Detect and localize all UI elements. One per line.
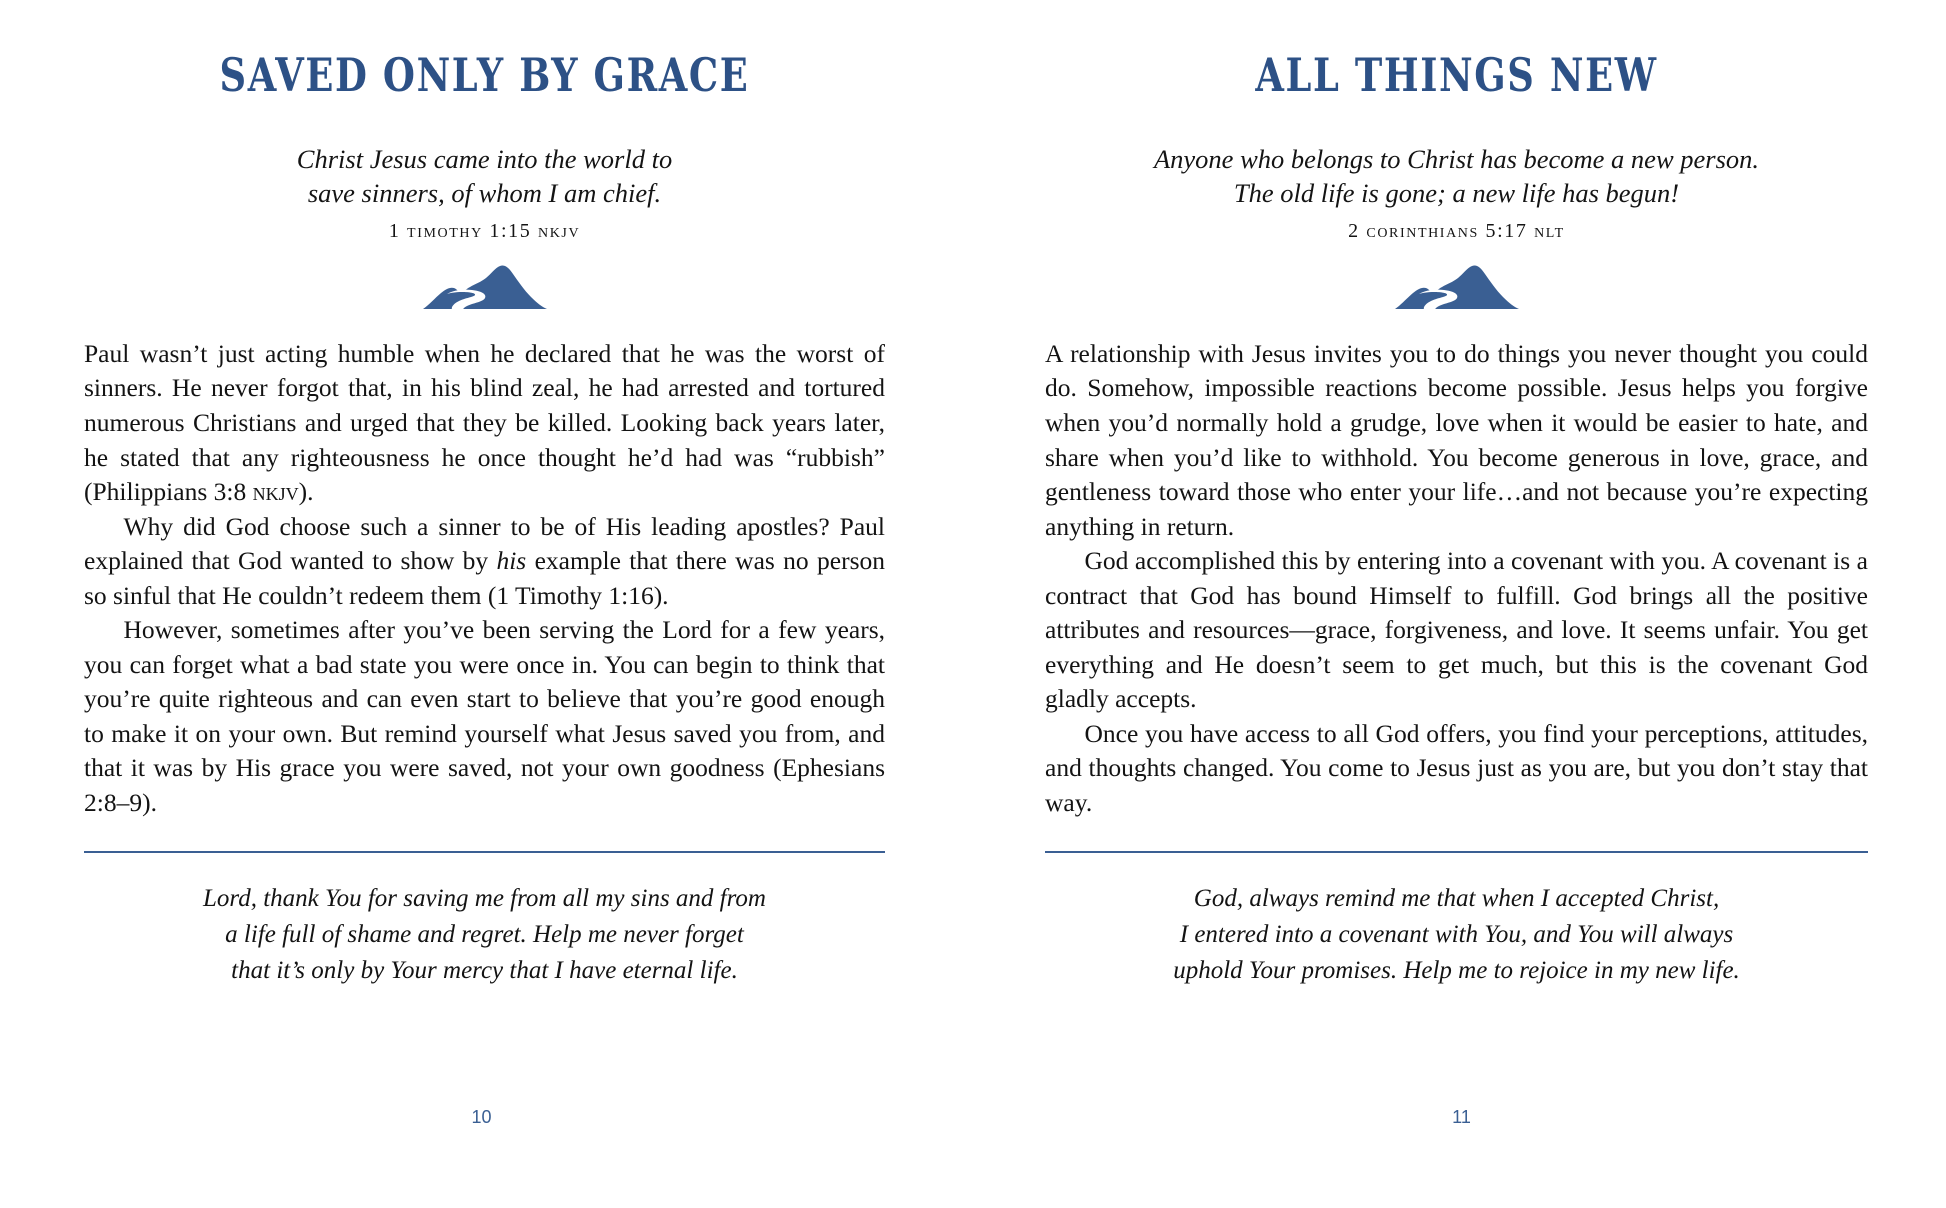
prayer-line-1: Lord, thank You for saving me from all my sins and from: [202, 884, 766, 912]
prayer-divider: [1045, 851, 1868, 853]
body-paragraph-1: A relationship with Jesus invites you to do things you never thought you could do. Somehow, impossible reactions become possible. Jesus helps you forgive when you’d normally hold a grudge, love when it would be easier to hate, and share when you’d like to withhold. You become generous in love, grace, and gentleness toward those who enter your life…and not because you’re expecting anything in return.: [1045, 338, 1868, 541]
body-paragraph-1-text-b: ).: [298, 477, 314, 507]
body-paragraph-2-text-a: Why did God choose such a sinner to be of His leading apostles? Paul explained that God wanted to show by: [84, 511, 885, 576]
mountain-river-icon: [1045, 265, 1868, 311]
prayer-line-3: uphold Your promises. Help me to rejoice in my new life.: [1173, 957, 1740, 985]
reference-number: 1: [388, 219, 401, 242]
page-number: 10: [471, 1107, 492, 1127]
prayer-block: [1045, 881, 1868, 990]
page-number: 11: [1452, 1107, 1471, 1127]
reference-verse: 5:17: [1485, 219, 1528, 242]
epigraph: [84, 142, 885, 211]
prayer-line-2: a life full of shame and regret. Help me never forget: [225, 920, 744, 948]
prayer-line-1: God, always remind me that when I accepted Christ,: [1193, 884, 1720, 912]
reference-translation: nkjv: [537, 219, 581, 242]
scripture-reference: [1045, 220, 1868, 243]
body-paragraph-2-text-b: example that there was no person so sinful that He couldn’t redeem them (1 Timothy 1:16).: [84, 546, 885, 610]
body-paragraph-1-text-a: Paul wasn’t just acting humble when he declared that he was the worst of sinners. He never forgot that, in his blind zeal, he had arrested and tortured numerous Christians and urged that they be killed. Looking back years later, he stated that any righteousness he once thought he’d had was “rubbish” (Philippians 3:8: [84, 338, 885, 507]
devotional-body: [1045, 337, 1868, 821]
epigraph-line-2: save sinners, of whom I am chief.: [307, 178, 662, 209]
translation-small-caps: nkjv: [252, 477, 299, 507]
prayer-block: [84, 881, 885, 990]
body-paragraph-2: [84, 510, 885, 614]
epigraph: [1045, 142, 1868, 211]
epigraph-line-1: Christ Jesus came into the world to: [296, 144, 673, 174]
epigraph-line-2: The old life is gone; a new life has begun!: [1233, 178, 1680, 209]
reference-verse: 1:15: [489, 219, 532, 242]
page-title: ALL THINGS NEW: [1255, 48, 1658, 102]
reference-book: corinthians: [1366, 219, 1479, 242]
page-title: SAVED ONLY BY GRACE: [219, 48, 750, 102]
emphasis-his: his: [496, 546, 527, 576]
prayer-line-3: that it’s only by Your mercy that I have eternal life.: [231, 957, 738, 985]
mountain-river-icon: [84, 265, 885, 311]
body-paragraph-2: God accomplished this by entering into a covenant with you. A covenant is a contract that God has bound Himself to fulfill. God brings all the positive attributes and resources—grace, forgiveness, and love. It seems unfair. You get everything and He doesn’t seem to get much, but this is the covenant God gladly accepts.: [1045, 546, 1868, 714]
prayer-line-2: I entered into a covenant with You, and You will always: [1179, 920, 1734, 948]
reference-book: timothy: [407, 219, 483, 242]
prayer-divider: [84, 851, 885, 853]
body-paragraph-3: However, sometimes after you’ve been serving the Lord for a few years, you can forget what a bad state you were once in. You can begin to think that you’re quite righteous and can even start to believe that you’re good enough to make it on your own. But remind yourself what Jesus saved you from, and that it was by His grace you were saved, not your own goodness (Ephesians 2:8–9).: [84, 615, 885, 817]
body-paragraph-1: [84, 337, 885, 510]
reference-translation: nlt: [1534, 219, 1565, 242]
epigraph-line-1: Anyone who belongs to Christ has become a new person.: [1153, 144, 1760, 174]
devotional-body: [84, 337, 885, 821]
scripture-reference: [84, 220, 885, 243]
right-page: [973, 0, 1946, 1208]
body-paragraph-3: Once you have access to all God offers, you find your perceptions, attitudes, and thoughts changed. You come to Jesus just as you are, but you don’t stay that way.: [1045, 718, 1868, 817]
reference-number: 2: [1348, 219, 1360, 242]
